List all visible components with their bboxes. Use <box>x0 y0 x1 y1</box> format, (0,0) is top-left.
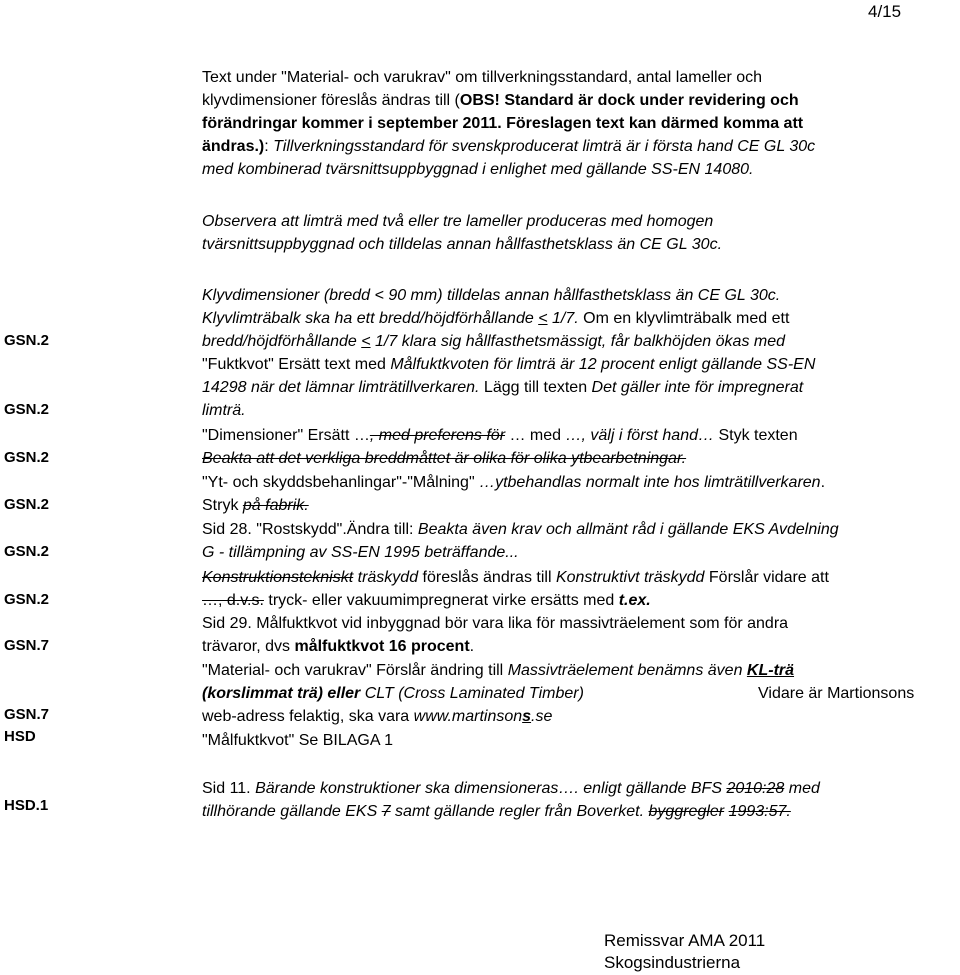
observe-line: Observera att limträ med två eller tre lameller produceras med homogen <box>202 213 714 230</box>
footer-line: Skogsindustrierna <box>604 953 741 972</box>
yt-line: Stryk på fabrik. <box>202 497 309 514</box>
page-number: 4/15 <box>868 2 902 21</box>
section-code: GSN.2 <box>4 591 50 608</box>
section-code: HSD <box>4 728 36 745</box>
mat-line-right: Vidare är Martionsons <box>758 685 915 702</box>
section-code: GSN.7 <box>4 706 50 723</box>
sid29-line: Sid 29. Målfuktkvot vid inbyggnad bör vara lika för massivträelement som för andra <box>202 615 789 632</box>
rost-line: Sid 28. "Rostskydd".Ändra till: Beakta även krav och allmänt råd i gällande EKS Avdelning <box>202 521 839 538</box>
footer-line: Remissvar AMA 2011 <box>604 931 766 950</box>
intro-line: med kombinerad tvärsnittsuppbyggnad i enlighet med gällande SS-EN 14080. <box>202 161 754 178</box>
klyv-line: bredd/höjdförhållande < 1/7 klara sig hållfasthetsmässigt, får balkhöjden ökas med <box>202 333 786 350</box>
fukt-line: 14298 när det lämnar limträtillverkaren. Lägg till texten Det gäller inte för impregnerat <box>202 379 804 396</box>
mat-line: (korslimmat trä) eller CLT (Cross Laminated Timber) <box>202 685 584 702</box>
fukt-line: "Fuktkvot" Ersätt text med Målfuktkvoten för limträ är 12 procent enligt gällande SS-EN <box>202 356 816 373</box>
bilaga-line: "Målfuktkvot" Se BILAGA 1 <box>202 732 393 749</box>
klyv-line: Klyvlimträbalk ska ha ett bredd/höjdförhållande < 1/7. Om en klyvlimträbalk med ett <box>202 310 790 327</box>
observe-line: tvärsnittsuppbyggnad och tilldelas annan hållfasthetsklass än CE GL 30c. <box>202 236 723 253</box>
rost-line: G - tillämpning av SS-EN 1995 beträffande... <box>202 544 519 561</box>
dim-line: "Dimensioner" Ersätt …, med preferens för … med …, välj i först hand… Styk texten <box>202 427 798 444</box>
klyv-line: Klyvdimensioner (bredd < 90 mm) tilldelas annan hållfasthetsklass än CE GL 30c. <box>202 287 781 304</box>
section-code: GSN.2 <box>4 332 50 349</box>
section-code: GSN.2 <box>4 449 50 466</box>
dim-line: Beakta att det verkliga breddmåttet är olika för olika ytbearbetningar. <box>202 450 687 467</box>
intro-line: klyvdimensioner föreslås ändras till (OBS! Standard är dock under revidering och <box>202 92 799 109</box>
section-code: HSD.1 <box>4 797 49 814</box>
mat-line: "Material- och varukrav" Förslår ändring till Massivträelement benämns även KL-trä <box>202 662 795 679</box>
section-code: GSN.2 <box>4 401 50 418</box>
sid11-line: Sid 11. Bärande konstruktioner ska dimensioneras…. enligt gällande BFS 2010:28 med <box>202 780 820 797</box>
konst-line: Konstruktionstekniskt träskydd föreslås ändras till Konstruktivt träskydd Förslår vidare att <box>202 569 829 586</box>
sid11-line: tillhörande gällande EKS 7 samt gällande regler från Boverket. byggregler 1993:57. <box>202 803 791 820</box>
sid29-line: trävaror, dvs målfuktkvot 16 procent. <box>202 638 475 655</box>
yt-line: "Yt- och skyddsbehanlingar"-"Målning" …ytbehandlas normalt inte hos limträtillverkaren. <box>202 474 826 491</box>
section-code: GSN.7 <box>4 637 50 654</box>
konst-line: …, d.v.s. tryck- eller vakuumimpregnerat virke ersätts med t.ex. <box>202 592 651 609</box>
mat-line: web-adress felaktig, ska vara www.martinsons.se <box>202 708 553 725</box>
intro-line: Text under "Material- och varukrav" om tillverkningsstandard, antal lameller och <box>202 69 763 86</box>
section-code: GSN.2 <box>4 543 50 560</box>
intro-line: förändringar kommer i september 2011. Föreslagen text kan därmed komma att <box>202 115 804 132</box>
section-code: GSN.2 <box>4 496 50 513</box>
intro-line: ändras.): Tillverkningsstandard för svenskproducerat limträ är i första hand CE GL 30c <box>202 138 816 155</box>
fukt-line: limträ. <box>202 402 246 419</box>
